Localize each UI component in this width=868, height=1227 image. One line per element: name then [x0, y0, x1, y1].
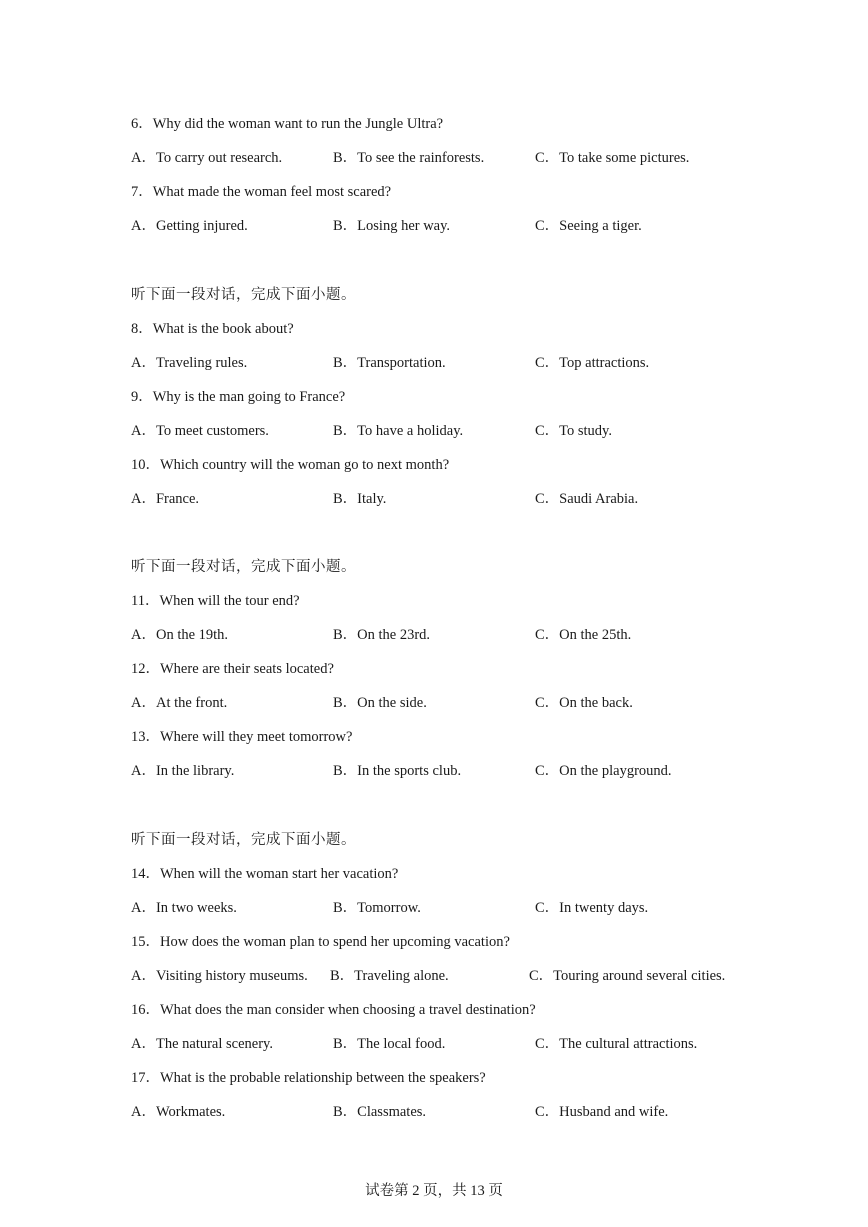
option-b: B．In the sports club. [333, 763, 462, 779]
option-c: C．Touring around several cities. [529, 968, 726, 984]
option-c: C．Saudi Arabia. [535, 491, 639, 507]
option-c: C．Seeing a tiger. [535, 218, 642, 234]
option-c: C．On the playground. [535, 763, 672, 779]
option-c: C．To take some pictures. [535, 150, 690, 166]
option-c: C．In twenty days. [535, 900, 649, 916]
question-text: 13．Where will they meet tomorrow? [131, 729, 353, 745]
page-footer: 试卷第 2 页，共 13 页 [365, 1183, 503, 1199]
section-instruction: 听下面一段对话，完成下面小题。 [131, 559, 356, 575]
option-b: B．Tomorrow. [333, 900, 421, 916]
question-text: 11．When will the tour end? [131, 593, 300, 609]
option-a: A．Workmates. [131, 1104, 226, 1120]
question-text: 8．What is the book about? [131, 321, 294, 337]
option-a: A．To meet customers. [131, 423, 269, 439]
question-text: 10．Which country will the woman go to next month? [131, 457, 450, 473]
option-b: B．On the side. [333, 695, 427, 711]
option-c: C．The cultural attractions. [535, 1036, 698, 1052]
option-a: A．Visiting history museums. [131, 968, 308, 984]
option-a: A．To carry out research. [131, 150, 283, 166]
option-a: A．In the library. [131, 763, 235, 779]
option-a: A．In two weeks. [131, 900, 237, 916]
option-b: B．On the 23rd. [333, 627, 431, 643]
option-c: C．Top attractions. [535, 355, 650, 371]
option-a: A．France. [131, 491, 200, 507]
question-text: 15．How does the woman plan to spend her upcoming vacation? [131, 934, 510, 950]
option-c: C．On the 25th. [535, 627, 632, 643]
option-a: A．At the front. [131, 695, 228, 711]
option-b: B．Transportation. [333, 355, 446, 371]
option-a: A．Traveling rules. [131, 355, 248, 371]
option-a: A．The natural scenery. [131, 1036, 273, 1052]
option-c: C．On the back. [535, 695, 633, 711]
option-b: B．To see the rainforests. [333, 150, 485, 166]
option-c: C．Husband and wife. [535, 1104, 669, 1120]
question-text: 14．When will the woman start her vacation? [131, 866, 399, 882]
option-b: B．Traveling alone. [330, 968, 449, 984]
option-b: B．To have a holiday. [333, 423, 464, 439]
option-a: A．On the 19th. [131, 627, 229, 643]
option-b: B．Italy. [333, 491, 387, 507]
option-a: A．Getting injured. [131, 218, 248, 234]
question-text: 17．What is the probable relationship between the speakers? [131, 1070, 486, 1086]
question-text: 6．Why did the woman want to run the Jungle Ultra? [131, 116, 444, 132]
section-instruction: 听下面一段对话，完成下面小题。 [131, 832, 356, 848]
question-text: 16．What does the man consider when choosing a travel destination? [131, 1002, 536, 1018]
question-text: 7．What made the woman feel most scared? [131, 184, 392, 200]
section-instruction: 听下面一段对话，完成下面小题。 [131, 287, 356, 303]
option-c: C．To study. [535, 423, 612, 439]
question-text: 12．Where are their seats located? [131, 661, 334, 677]
question-text: 9．Why is the man going to France? [131, 389, 346, 405]
option-b: B．Classmates. [333, 1104, 427, 1120]
option-b: B．The local food. [333, 1036, 446, 1052]
option-b: B．Losing her way. [333, 218, 451, 234]
